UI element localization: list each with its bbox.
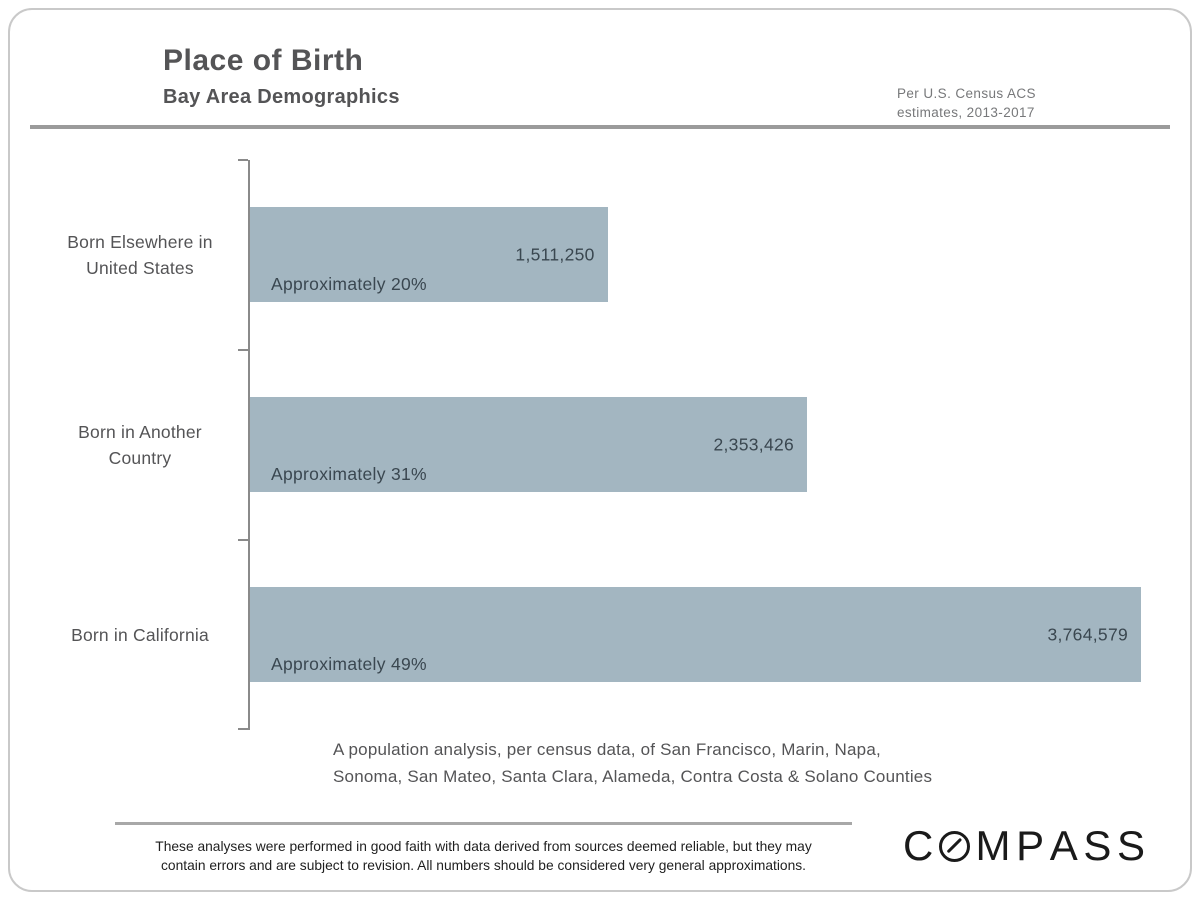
chart-row-born-california bbox=[250, 540, 1170, 730]
compass-logo bbox=[903, 822, 1145, 870]
bar-percent-label: Approximately 31% bbox=[271, 464, 427, 484]
chart-caption-line1: A population analysis, per census data, of San Francisco, Marin, Napa, bbox=[333, 740, 881, 759]
source-note-line2: estimates, 2013-2017 bbox=[897, 105, 1035, 120]
category-label-born-another-country bbox=[42, 350, 238, 540]
compass-logo-letter: S bbox=[1083, 822, 1112, 869]
bar-percent-label: Approximately 20% bbox=[271, 274, 427, 294]
category-label-line: United States bbox=[86, 258, 194, 278]
page-title: Place of Birth bbox=[163, 44, 364, 77]
category-label-line: Country bbox=[108, 448, 172, 468]
bar-value-label: 1,511,250 bbox=[515, 244, 595, 264]
disclaimer-line1: These analyses were performed in good faith with data derived from sources deemed reliable, but they may bbox=[155, 839, 812, 854]
chart-caption-line2: Sonoma, San Mateo, Santa Clara, Alameda, Contra Costa & Solano Counties bbox=[333, 767, 933, 786]
bar-value-label: 3,764,579 bbox=[1047, 624, 1129, 644]
compass-logo-letter: M bbox=[975, 822, 1011, 869]
axis-tick bbox=[238, 349, 248, 351]
compass-logo-letter: S bbox=[1116, 822, 1145, 869]
bar-value-label: 2,353,426 bbox=[713, 434, 795, 454]
footer-divider bbox=[115, 822, 852, 825]
compass-logo-letter: P bbox=[1016, 822, 1045, 869]
disclaimer-line2: contain errors and are subject to revision. All numbers should be considered very general approximations. bbox=[161, 858, 806, 873]
category-label-line: Born Elsewhere in bbox=[67, 232, 213, 252]
compass-logo-letter: A bbox=[1049, 822, 1078, 869]
page-subtitle: Bay Area Demographics bbox=[163, 86, 400, 108]
chart-row-born-another-country bbox=[250, 350, 1170, 540]
bar-born-california bbox=[250, 587, 1141, 682]
bar-percent-label: Approximately 49% bbox=[271, 654, 427, 674]
category-label-born-california bbox=[42, 540, 238, 730]
header-divider bbox=[30, 125, 1170, 129]
source-note-line1: Per U.S. Census ACS bbox=[897, 86, 1036, 101]
bar-born-another-country bbox=[250, 397, 807, 492]
bar-chart bbox=[248, 160, 1170, 730]
category-label-born-elsewhere bbox=[42, 160, 238, 350]
bar-born-elsewhere bbox=[250, 207, 608, 302]
disclaimer-text bbox=[115, 837, 852, 875]
compass-logo-letter-c: C bbox=[903, 822, 934, 869]
axis-tick bbox=[238, 539, 248, 541]
compass-needle-icon bbox=[939, 831, 970, 862]
category-label-line: Born in California bbox=[71, 625, 209, 645]
chart-caption bbox=[333, 736, 932, 790]
category-label-line: Born in Another bbox=[78, 422, 202, 442]
chart-row-born-elsewhere bbox=[250, 160, 1170, 350]
axis-tick bbox=[238, 159, 248, 161]
source-note bbox=[897, 84, 1036, 122]
axis-tick bbox=[238, 728, 248, 730]
